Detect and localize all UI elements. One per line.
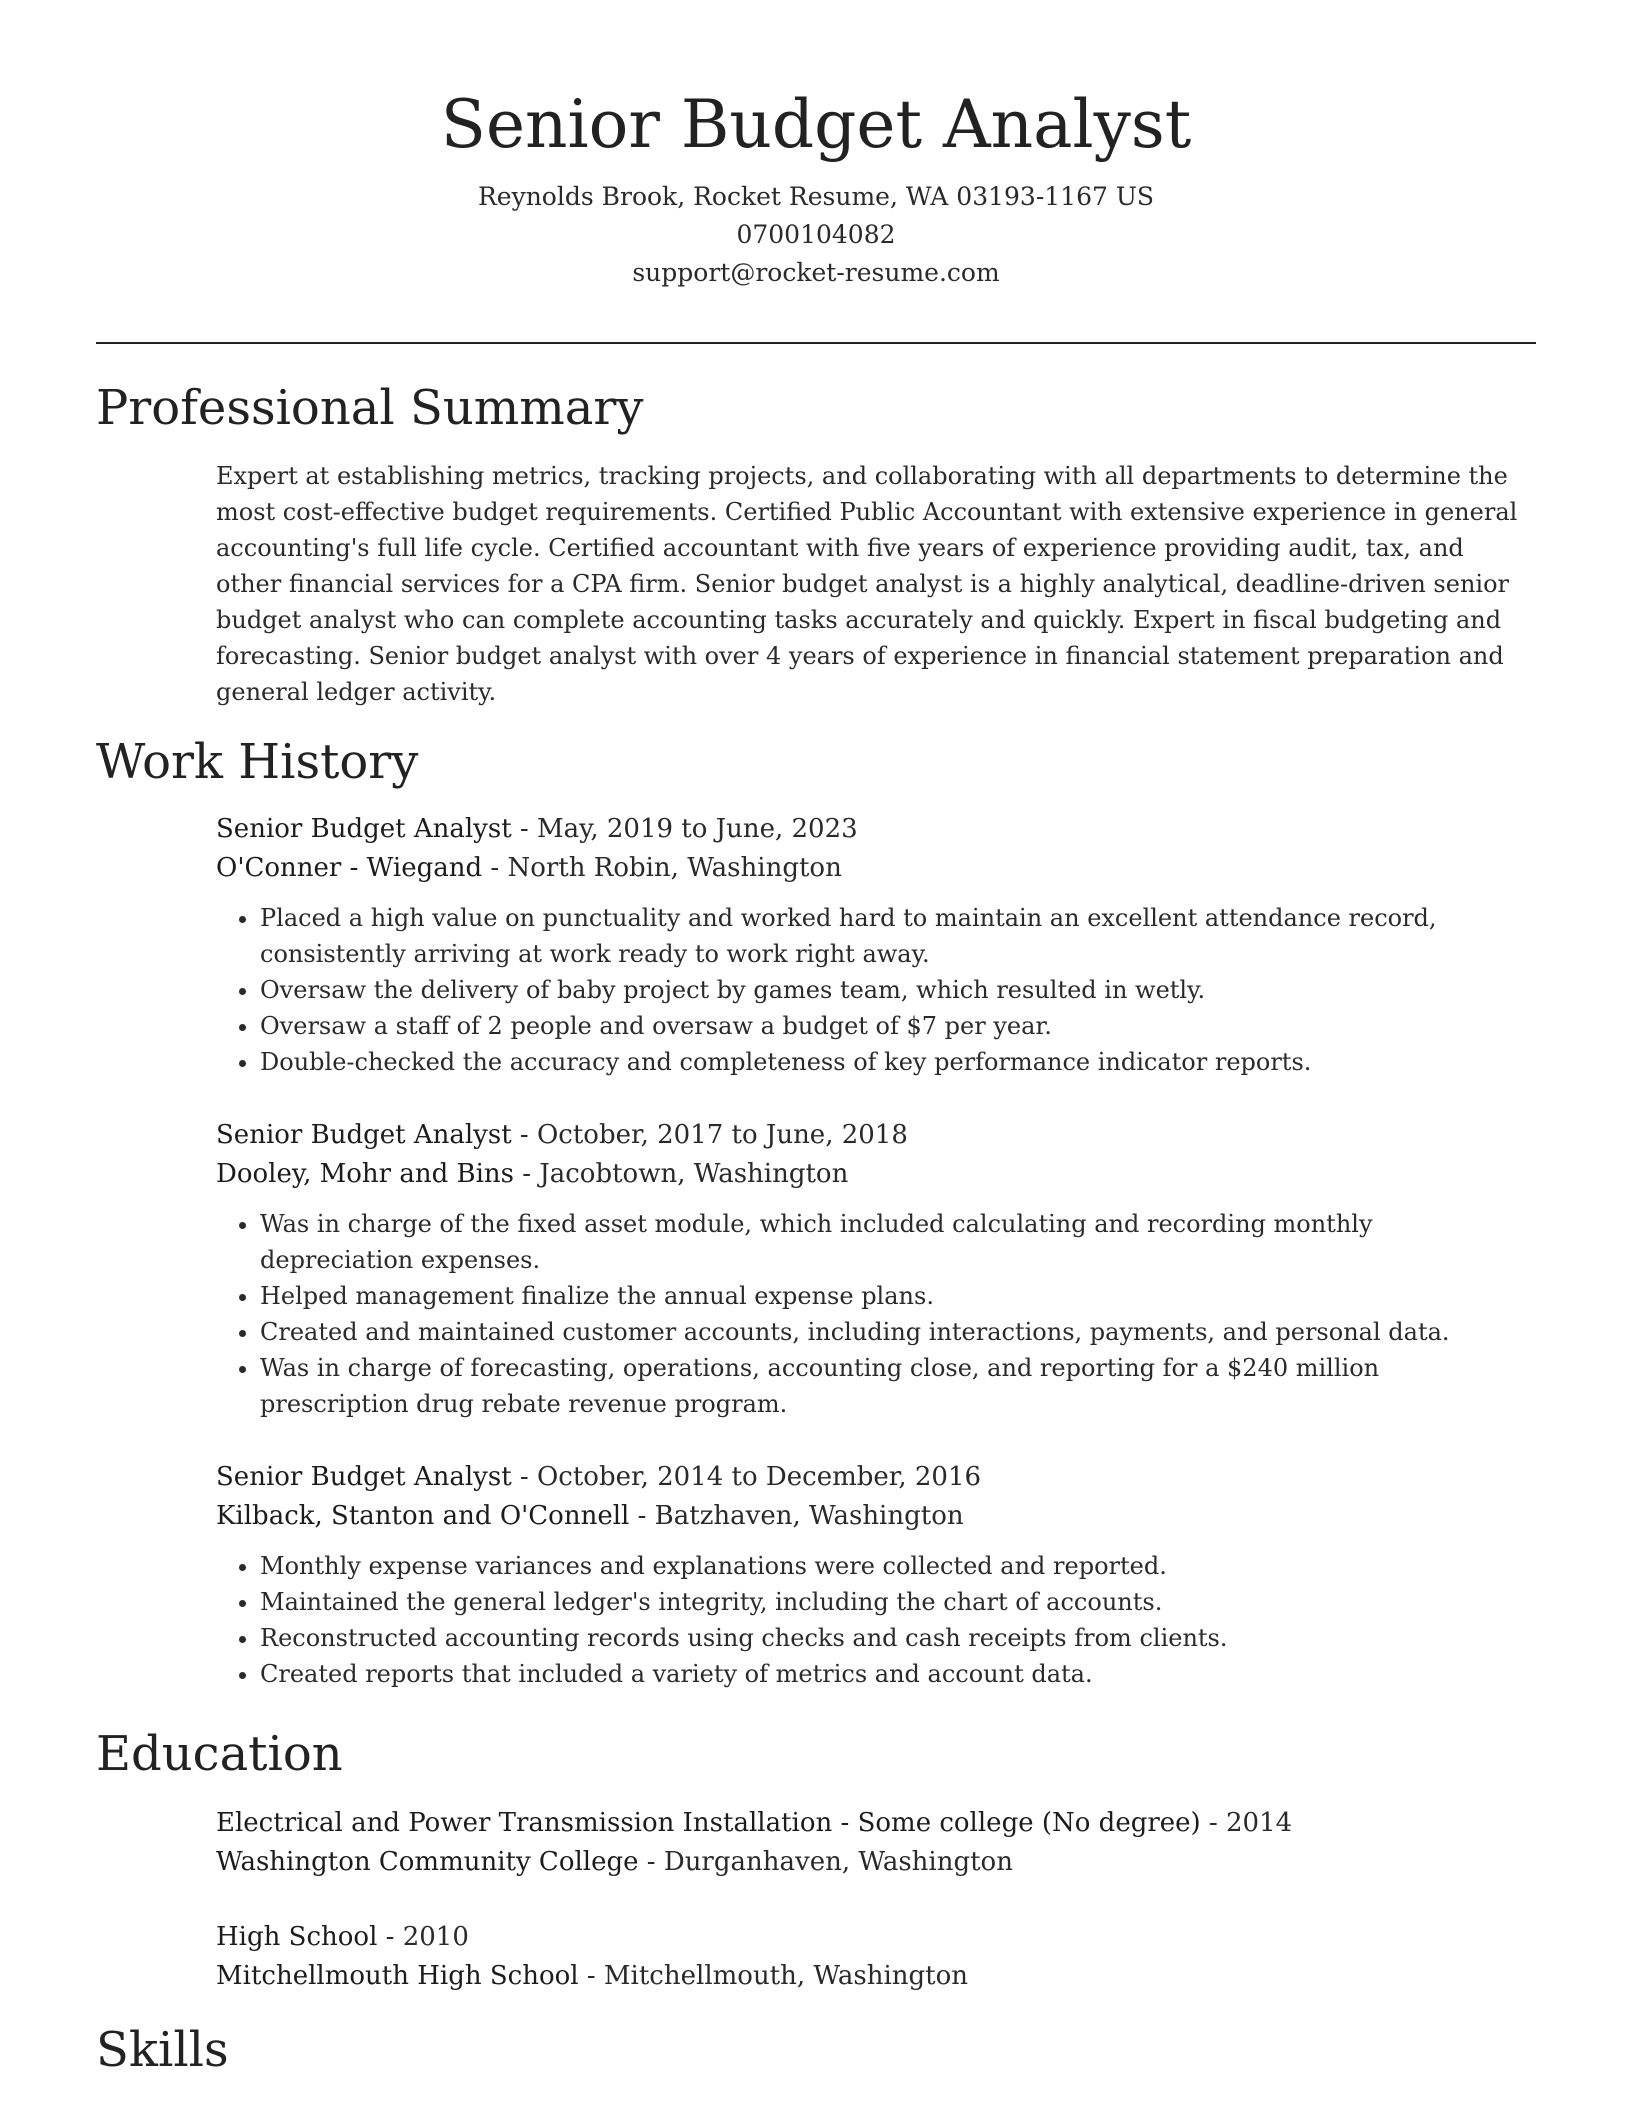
list-item: • Was in charge of forecasting, operations, accounting close, and reporting for a $240 million prescription drug rebate revenue program.	[260, 1350, 1526, 1422]
job-heading	[216, 1458, 1526, 1497]
contact-email: support@rocket-resume.com	[632, 258, 1000, 287]
section-title-summary: Professional Summary	[96, 380, 644, 436]
list-item: • Helped management finalize the annual expense plans.	[260, 1278, 1526, 1314]
job-title: Senior Budget Analyst	[216, 1462, 512, 1492]
list-item: • Reconstructed accounting records using checks and cash receipts from clients.	[260, 1620, 1526, 1656]
job-employer	[216, 1497, 1526, 1536]
job-location: - Batzhaven, Washington	[629, 1501, 964, 1531]
list-item: • Was in charge of the fixed asset module, which included calculating and recording monthly depreciation expenses.	[260, 1206, 1526, 1278]
summary-text: Expert at establishing metrics, tracking projects, and collaborating with all departments to determine the most cost-effective budget requirements. Certified Public Accountant with extensive experience in general accounting's full life cycle. Certified accountant with five years of experience providing audit, tax, and other financial services for a CPA firm. Senior budget analyst is a highly analytical, deadline-driven senior budget analyst who can complete accounting tasks accurately and quickly. Expert in fiscal budgeting and forecasting. Senior budget analyst with over 4 years of experience in financial statement preparation and general ledger activity.	[216, 462, 1518, 706]
job-entry	[216, 1458, 1526, 1692]
education-school: Mitchellmouth High School	[216, 1961, 579, 1991]
candidate-title: Senior Budget Analyst	[440, 86, 1192, 163]
education-institution	[216, 1957, 1526, 1996]
education-location: - Durganhaven, Washington	[638, 1847, 1013, 1877]
job-title: Senior Budget Analyst	[216, 814, 512, 844]
job-location: - Jacobtown, Washington	[514, 1159, 849, 1189]
education-location: - Mitchellmouth, Washington	[578, 1961, 969, 1991]
job-dates: - May, 2019 to June, 2023	[511, 814, 858, 844]
summary-block	[216, 458, 1526, 710]
job-company: Kilback, Stanton and O'Connell	[216, 1501, 630, 1531]
list-item: • Double-checked the accuracy and completeness of key performance indicator reports.	[260, 1044, 1526, 1080]
contact-address: Reynolds Brook, Rocket Resume, WA 03193-1167 US	[477, 182, 1155, 211]
job-title: Senior Budget Analyst	[216, 1120, 512, 1150]
header-divider	[96, 342, 1536, 344]
list-item: • Created and maintained customer accounts, including interactions, payments, and personal data.	[260, 1314, 1526, 1350]
job-location: - North Robin, Washington	[482, 853, 842, 883]
job-heading	[216, 1116, 1526, 1155]
job-company: Dooley, Mohr and Bins	[216, 1159, 514, 1189]
education-entry	[216, 1918, 1526, 1996]
section-title-education: Education	[96, 1726, 343, 1782]
list-item: • Placed a high value on punctuality and worked hard to maintain an excellent attendance record, consistently arriving at work ready to work right away.	[260, 900, 1526, 972]
education-heading	[216, 1918, 1526, 1957]
education-year: - 2014	[1200, 1808, 1293, 1838]
education-heading	[216, 1804, 1526, 1843]
resume-header	[0, 80, 1632, 292]
list-item: • Oversaw a staff of 2 people and oversaw a budget of $7 per year.	[260, 1008, 1526, 1044]
job-heading	[216, 810, 1526, 849]
list-item: • Monthly expense variances and explanations were collected and reported.	[260, 1548, 1526, 1584]
job-entry	[216, 1116, 1526, 1422]
list-item: • Oversaw the delivery of baby project by games team, which resulted in wetly.	[260, 972, 1526, 1008]
education-program: High School	[216, 1922, 378, 1952]
job-employer	[216, 1155, 1526, 1194]
job-dates: - October, 2014 to December, 2016	[511, 1462, 982, 1492]
education-year: - 2010	[377, 1922, 469, 1952]
education-program: Electrical and Power Transmission Installation - Some college (No degree)	[216, 1808, 1201, 1838]
job-entry	[216, 810, 1526, 1080]
section-title-work-history: Work History	[96, 734, 419, 790]
education-school: Washington Community College	[216, 1847, 639, 1877]
education-entry	[216, 1804, 1526, 1882]
job-dates: - October, 2017 to June, 2018	[511, 1120, 908, 1150]
contact-phone: 0700104082	[736, 220, 896, 249]
job-bullets	[216, 900, 1526, 1080]
education-institution	[216, 1843, 1526, 1882]
list-item: • Created reports that included a variety of metrics and account data.	[260, 1656, 1526, 1692]
section-title-skills: Skills	[96, 2022, 229, 2078]
job-bullets	[216, 1548, 1526, 1692]
list-item: • Maintained the general ledger's integrity, including the chart of accounts.	[260, 1584, 1526, 1620]
job-employer	[216, 849, 1526, 888]
job-bullets	[216, 1206, 1526, 1422]
job-company: O'Conner - Wiegand	[216, 853, 483, 883]
